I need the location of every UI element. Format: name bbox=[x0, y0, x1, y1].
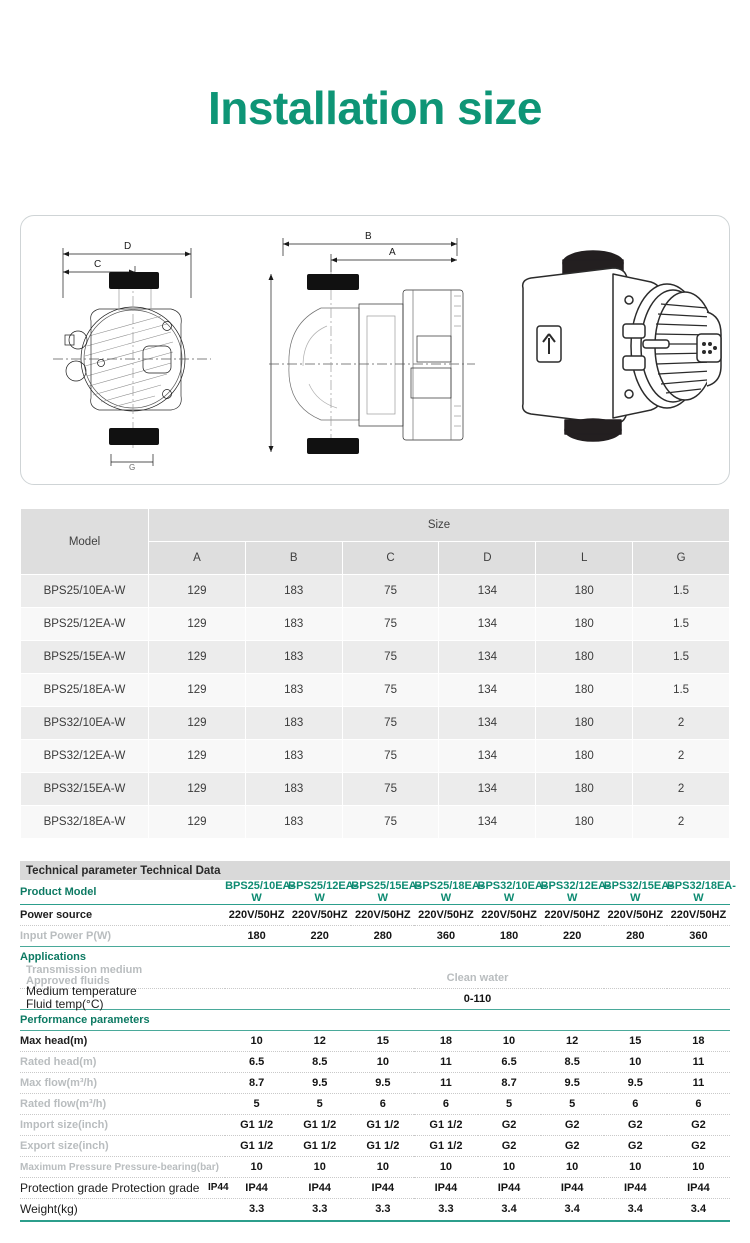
table-row bbox=[20, 905, 730, 926]
tech-cell-value: IP44 bbox=[351, 1178, 414, 1199]
tech-label-row: Max head(m) bbox=[20, 1031, 225, 1052]
table-row bbox=[21, 608, 730, 641]
tech-model-column-header: BPS32/18EA-W bbox=[666, 880, 736, 904]
table-row bbox=[21, 707, 730, 740]
tech-cell-value: IP44 bbox=[414, 1178, 477, 1199]
tech-cell-value: 3.4 bbox=[690, 1203, 707, 1216]
tech-label-row: Export size(inch) bbox=[20, 1136, 225, 1157]
tech-cell-value: 360 bbox=[414, 926, 477, 947]
product-illustration bbox=[501, 216, 750, 484]
dimension-label-b: B bbox=[365, 231, 372, 242]
tech-cell-value: 280 bbox=[351, 926, 414, 947]
size-cell-value: 75 bbox=[342, 740, 439, 773]
tech-section-performance: Performance parameters bbox=[20, 1010, 225, 1031]
size-cell-value: 75 bbox=[342, 707, 439, 740]
size-cell-value: 134 bbox=[439, 740, 536, 773]
tech-band-header bbox=[20, 861, 730, 880]
tech-cell-value: 220V/50HZ bbox=[667, 905, 730, 926]
page-title: Installation size bbox=[207, 81, 543, 134]
tech-label-fluid-temp-text: Fluid temp(°C) bbox=[26, 997, 104, 1011]
tech-section-applications-spacer bbox=[225, 947, 730, 968]
size-cell-value: 2 bbox=[633, 806, 730, 839]
tech-cell-value: G1 1/2 bbox=[414, 1115, 477, 1136]
tech-cell-value: 6 bbox=[604, 1094, 667, 1115]
tech-cell-value: 10 bbox=[478, 1031, 541, 1052]
table-row bbox=[21, 740, 730, 773]
tech-cell-value: 220 bbox=[541, 926, 604, 947]
tech-section-performance-spacer bbox=[351, 1010, 414, 1031]
tech-table-bottom-rule bbox=[20, 1220, 730, 1222]
table-row bbox=[20, 1199, 730, 1220]
tech-label-medium-temperature-text: Medium temperature bbox=[26, 984, 137, 998]
tech-cell-value: G2 bbox=[541, 1115, 604, 1136]
size-cell-model: BPS25/18EA-W bbox=[21, 674, 149, 707]
table-row bbox=[20, 1031, 730, 1052]
tech-cell-value: IP44 bbox=[478, 1178, 541, 1199]
size-table bbox=[20, 508, 730, 839]
size-table-header-row-1 bbox=[21, 509, 730, 542]
size-cell-value: 2 bbox=[633, 773, 730, 806]
tech-cell-value: 220V/50HZ bbox=[604, 905, 667, 926]
tech-cell-value: 18 bbox=[414, 1031, 477, 1052]
size-cell-value: 180 bbox=[536, 707, 633, 740]
size-cell-value: 129 bbox=[149, 806, 246, 839]
tech-cell-value: 3.3 bbox=[312, 1203, 328, 1216]
tech-section-performance-spacer bbox=[414, 1010, 477, 1031]
size-cell-value: 1.5 bbox=[633, 641, 730, 674]
size-cell-value: 180 bbox=[536, 806, 633, 839]
tech-cell-value: 10 bbox=[604, 1052, 667, 1073]
tech-cell-value: G2 bbox=[604, 1136, 667, 1157]
tech-cell-value: 10 bbox=[478, 1157, 541, 1178]
size-cell-value: 183 bbox=[245, 608, 342, 641]
size-table-head bbox=[21, 509, 730, 575]
size-cell-model: BPS32/15EA-W bbox=[21, 773, 149, 806]
tech-band-title: Technical parameter Technical Data bbox=[26, 864, 221, 877]
tech-cell-value: 220V/50HZ bbox=[225, 905, 288, 926]
tech-value-fluid-temp: 0-110 bbox=[225, 989, 730, 1010]
tech-label-product-model: Product Model bbox=[20, 880, 225, 905]
installation-diagram-panel bbox=[20, 215, 730, 485]
tech-cell-value: 10 bbox=[541, 1157, 604, 1178]
size-cell-value: 1.5 bbox=[633, 608, 730, 641]
tech-section-applications: Applications bbox=[20, 951, 87, 964]
size-cell-model: BPS25/10EA-W bbox=[21, 575, 149, 608]
tech-table-body bbox=[20, 880, 736, 1220]
table-row bbox=[21, 806, 730, 839]
size-cell-value: 129 bbox=[149, 773, 246, 806]
tech-cell-value: 15 bbox=[351, 1031, 414, 1052]
tech-cell-value: G2 bbox=[667, 1136, 730, 1157]
tech-cell-value: G1 1/2 bbox=[288, 1136, 351, 1157]
size-cell-value: 2 bbox=[633, 740, 730, 773]
side-view-drawing bbox=[261, 216, 501, 484]
tech-section-performance-spacer bbox=[288, 1010, 351, 1031]
tech-cell-value: IP44 bbox=[604, 1178, 667, 1199]
table-row bbox=[21, 674, 730, 707]
table-row bbox=[20, 1115, 730, 1136]
tech-cell-value: 180 bbox=[478, 926, 541, 947]
table-row bbox=[20, 968, 730, 989]
tech-cell-value: 9.5 bbox=[541, 1073, 604, 1094]
tech-cell-value: 3.4 bbox=[627, 1203, 643, 1216]
tech-cell-value: 3.4 bbox=[501, 1203, 517, 1216]
size-cell-value: 75 bbox=[342, 674, 439, 707]
size-cell-value: 180 bbox=[536, 740, 633, 773]
tech-cell-value: 220V/50HZ bbox=[351, 905, 414, 926]
tech-cell-value: IP44 bbox=[225, 1178, 288, 1199]
tech-cell-value: G2 bbox=[478, 1136, 541, 1157]
size-header-model: Model bbox=[21, 509, 149, 575]
table-row bbox=[20, 1157, 730, 1178]
size-cell-value: 134 bbox=[439, 674, 536, 707]
tech-cell-value: 15 bbox=[604, 1031, 667, 1052]
table-row bbox=[20, 880, 730, 905]
tech-cell-value: 9.5 bbox=[288, 1073, 351, 1094]
front-view-svg bbox=[21, 216, 261, 484]
product-illustration-svg bbox=[501, 216, 750, 484]
dimension-label-g: G bbox=[129, 463, 136, 472]
technical-parameters-table bbox=[20, 861, 736, 1222]
size-cell-value: 180 bbox=[536, 773, 633, 806]
size-cell-value: 75 bbox=[342, 575, 439, 608]
tech-cell-value: IP44 bbox=[667, 1178, 730, 1199]
tech-model-column-header: BPS25/15EA-W bbox=[351, 880, 421, 904]
table-row bbox=[20, 1136, 730, 1157]
size-header-col-g: G bbox=[633, 542, 730, 575]
size-cell-value: 183 bbox=[245, 641, 342, 674]
tech-cell-value: 8.5 bbox=[541, 1052, 604, 1073]
tech-cell-value: 3.4 bbox=[564, 1203, 580, 1216]
tech-cell-value: 220V/50HZ bbox=[414, 905, 477, 926]
tech-cell-value: G2 bbox=[667, 1115, 730, 1136]
tech-cell-value: 3.3 bbox=[438, 1203, 454, 1216]
size-cell-model: BPS32/18EA-W bbox=[21, 806, 149, 839]
table-row bbox=[20, 1052, 730, 1073]
tech-section-performance-spacer bbox=[478, 1010, 541, 1031]
tech-cell-value: 5 bbox=[225, 1094, 288, 1115]
tech-label-row: Weight(kg) bbox=[20, 1202, 78, 1217]
size-cell-model: BPS25/12EA-W bbox=[21, 608, 149, 641]
size-cell-value: 183 bbox=[245, 773, 342, 806]
tech-label-row: Maximum Pressure Pressure-bearing(bar) bbox=[20, 1157, 225, 1178]
table-row bbox=[20, 1178, 730, 1199]
size-cell-value: 129 bbox=[149, 641, 246, 674]
size-cell-value: 183 bbox=[245, 674, 342, 707]
tech-model-column-header: BPS25/12EA-W bbox=[288, 880, 358, 904]
size-cell-value: 129 bbox=[149, 575, 246, 608]
tech-cell-value: 9.5 bbox=[351, 1073, 414, 1094]
tech-label-row: Import size(inch) bbox=[20, 1115, 225, 1136]
tech-model-column-header: BPS25/10EA-W bbox=[225, 880, 295, 904]
table-row bbox=[20, 926, 730, 947]
size-cell-value: 75 bbox=[342, 641, 439, 674]
tech-cell-value: 12 bbox=[541, 1031, 604, 1052]
tech-cell-value: IP44 bbox=[541, 1178, 604, 1199]
tech-label-row: Protection grade Protection grade IP44 bbox=[20, 1178, 225, 1199]
tech-cell-value: 220V/50HZ bbox=[288, 905, 351, 926]
size-cell-value: 129 bbox=[149, 674, 246, 707]
table-row bbox=[20, 947, 730, 968]
tech-label-row: Input Power P(W) bbox=[20, 926, 225, 947]
tech-cell-value: G1 1/2 bbox=[225, 1136, 288, 1157]
size-cell-model: BPS32/10EA-W bbox=[21, 707, 149, 740]
tech-section-performance-spacer bbox=[541, 1010, 604, 1031]
tech-cell-value: G1 1/2 bbox=[351, 1136, 414, 1157]
tech-label-row: Max flow(m³/h) bbox=[20, 1073, 225, 1094]
tech-label-transmission-medium bbox=[20, 963, 225, 989]
size-cell-value: 129 bbox=[149, 707, 246, 740]
tech-cell-value: 180 bbox=[225, 926, 288, 947]
tech-cell-value: 10 bbox=[351, 1157, 414, 1178]
size-cell-value: 180 bbox=[536, 575, 633, 608]
size-cell-value: 180 bbox=[536, 641, 633, 674]
tech-cell-value: G2 bbox=[478, 1115, 541, 1136]
tech-section-performance-spacer bbox=[225, 1010, 288, 1031]
tech-cell-value: 10 bbox=[604, 1157, 667, 1178]
tech-cell-value: 6 bbox=[414, 1094, 477, 1115]
tech-model-column-header: BPS25/18EA-W bbox=[414, 880, 484, 904]
dimension-label-a: A bbox=[389, 247, 396, 258]
tech-cell-value: 6 bbox=[351, 1094, 414, 1115]
tech-cell-value: 280 bbox=[604, 926, 667, 947]
tech-cell-value: 220 bbox=[288, 926, 351, 947]
table-row bbox=[21, 773, 730, 806]
tech-cell-value: 9.5 bbox=[604, 1073, 667, 1094]
tech-cell-value: G1 1/2 bbox=[414, 1136, 477, 1157]
tech-cell-value: 10 bbox=[225, 1157, 288, 1178]
size-cell-value: 134 bbox=[439, 707, 536, 740]
size-cell-value: 134 bbox=[439, 641, 536, 674]
size-cell-value: 183 bbox=[245, 740, 342, 773]
tech-label-medium-temperature bbox=[20, 984, 225, 1011]
size-cell-value: 180 bbox=[536, 608, 633, 641]
table-row bbox=[20, 989, 730, 1010]
tech-cell-value: 12 bbox=[288, 1031, 351, 1052]
tech-cell-value: 11 bbox=[667, 1073, 730, 1094]
tech-cell-value: 5 bbox=[478, 1094, 541, 1115]
size-cell-value: 1.5 bbox=[633, 575, 730, 608]
tech-cell-value: G1 1/2 bbox=[351, 1115, 414, 1136]
table-row bbox=[20, 1010, 730, 1031]
size-cell-value: 1.5 bbox=[633, 674, 730, 707]
tech-cell-value: G2 bbox=[541, 1136, 604, 1157]
tech-cell-value: 8.7 bbox=[225, 1073, 288, 1094]
size-cell-value: 75 bbox=[342, 806, 439, 839]
tech-model-column-header: BPS32/10EA-W bbox=[477, 880, 547, 904]
tech-cell-value: 10 bbox=[225, 1031, 288, 1052]
tech-section-performance-spacer bbox=[604, 1010, 667, 1031]
table-row bbox=[21, 575, 730, 608]
size-cell-value: 134 bbox=[439, 608, 536, 641]
size-cell-value: 183 bbox=[245, 575, 342, 608]
tech-value-clean-water: Clean water bbox=[225, 968, 730, 989]
size-header-col-b: B bbox=[245, 542, 342, 575]
size-header-col-d: D bbox=[439, 542, 536, 575]
tech-cell-value: 10 bbox=[414, 1157, 477, 1178]
side-view-svg bbox=[261, 216, 501, 484]
tech-cell-value: G2 bbox=[604, 1115, 667, 1136]
table-row bbox=[20, 1094, 730, 1115]
front-view-drawing bbox=[21, 216, 261, 484]
tech-label-row: Rated flow(m³/h) bbox=[20, 1094, 225, 1115]
table-row bbox=[21, 641, 730, 674]
tech-label-approved-fluids-text: Approved fluids bbox=[26, 974, 110, 987]
size-header-col-l: L bbox=[536, 542, 633, 575]
size-cell-value: 180 bbox=[536, 674, 633, 707]
tech-cell-value: IP44 bbox=[288, 1178, 351, 1199]
tech-cell-value: 5 bbox=[541, 1094, 604, 1115]
dimension-label-d: D bbox=[124, 241, 132, 252]
size-cell-value: 129 bbox=[149, 740, 246, 773]
tech-model-column-header: BPS32/15EA-W bbox=[603, 880, 673, 904]
tech-cell-value: 6.5 bbox=[478, 1052, 541, 1073]
tech-cell-value: 18 bbox=[667, 1031, 730, 1052]
tech-overlay-ip44: IP44 bbox=[208, 1182, 229, 1193]
tech-label-row: Rated head(m) bbox=[20, 1052, 225, 1073]
size-cell-value: 134 bbox=[439, 773, 536, 806]
tech-cell-value: 10 bbox=[667, 1157, 730, 1178]
tech-cell-value: 11 bbox=[414, 1052, 477, 1073]
tech-table bbox=[20, 880, 736, 1220]
title-section bbox=[0, 0, 750, 215]
size-cell-value: 134 bbox=[439, 575, 536, 608]
tech-cell-value: 3.3 bbox=[248, 1203, 265, 1216]
size-cell-value: 75 bbox=[342, 608, 439, 641]
size-cell-value: 183 bbox=[245, 707, 342, 740]
size-cell-value: 134 bbox=[439, 806, 536, 839]
tech-cell-value: G1 1/2 bbox=[288, 1115, 351, 1136]
tech-cell-value: G1 1/2 bbox=[225, 1115, 288, 1136]
tech-label-transmission-medium-text: Transmission medium bbox=[26, 963, 143, 976]
size-cell-value: 75 bbox=[342, 773, 439, 806]
size-header-col-c: C bbox=[342, 542, 439, 575]
tech-cell-value: 10 bbox=[288, 1157, 351, 1178]
tech-cell-value: 6 bbox=[667, 1094, 730, 1115]
table-row bbox=[20, 1073, 730, 1094]
tech-section-performance-spacer bbox=[667, 1010, 730, 1031]
size-cell-model: BPS25/15EA-W bbox=[21, 641, 149, 674]
size-header-col-a: A bbox=[149, 542, 246, 575]
tech-cell-value: 10 bbox=[351, 1052, 414, 1073]
tech-cell-value: 6.5 bbox=[225, 1052, 288, 1073]
tech-cell-value: 360 bbox=[667, 926, 730, 947]
tech-cell-value: 220V/50HZ bbox=[541, 905, 604, 926]
size-cell-value: 183 bbox=[245, 806, 342, 839]
size-cell-model: BPS32/12EA-W bbox=[21, 740, 149, 773]
tech-model-column-header: BPS32/12EA-W bbox=[540, 880, 610, 904]
dimension-label-c: C bbox=[94, 259, 102, 270]
tech-label-row: Power source bbox=[20, 905, 225, 926]
size-table-body bbox=[21, 575, 730, 839]
tech-cell-value: 8.5 bbox=[288, 1052, 351, 1073]
tech-cell-value: 220V/50HZ bbox=[478, 905, 541, 926]
size-cell-value: 2 bbox=[633, 707, 730, 740]
tech-cell-value: 8.7 bbox=[478, 1073, 541, 1094]
tech-cell-value: 11 bbox=[414, 1073, 477, 1094]
tech-cell-value: 11 bbox=[667, 1052, 730, 1073]
tech-cell-value: 3.3 bbox=[375, 1203, 391, 1216]
tech-cell-value: 5 bbox=[288, 1094, 351, 1115]
size-cell-value: 129 bbox=[149, 608, 246, 641]
size-header-size-group: Size bbox=[149, 509, 730, 542]
